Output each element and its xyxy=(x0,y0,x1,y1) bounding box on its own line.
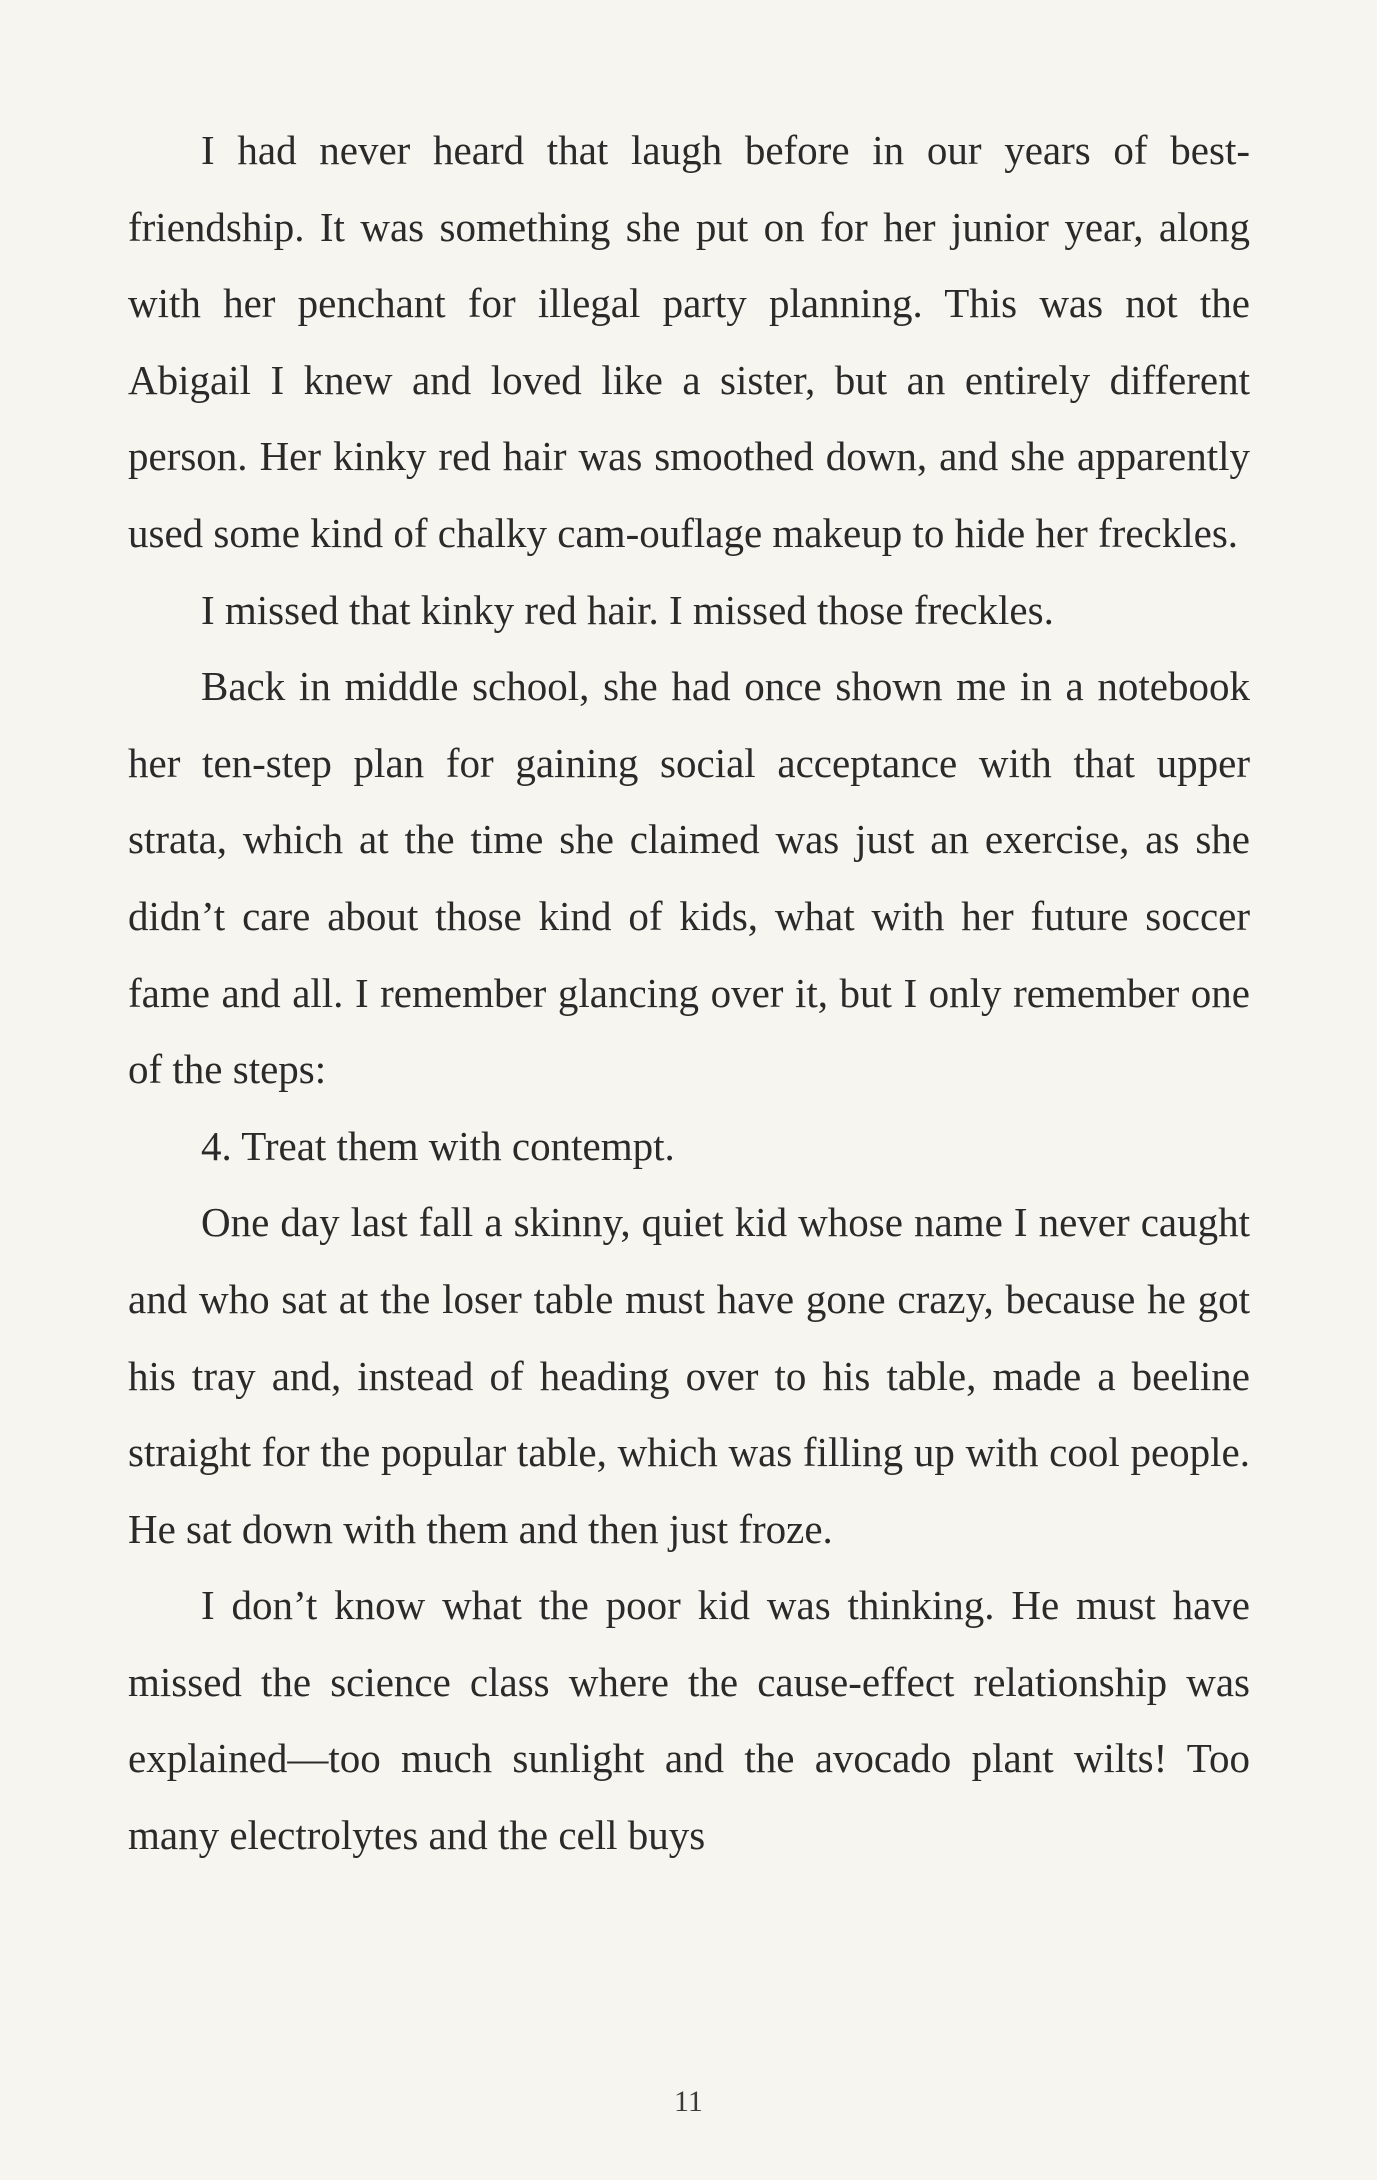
body-text xyxy=(128,112,1250,1874)
paragraph: I had never heard that laugh before in our years of best-friendship. It was something she put on for her junior year, along with her penchant for illegal party planning. This was not the Abigail I knew and loved like a sister, but an entirely different person. Her kinky red hair was smoothed down, and she apparently used some kind of chalky cam-ouflage makeup to hide her freckles. xyxy=(128,127,1250,556)
paragraph: 4. Treat them with contempt. xyxy=(201,1122,675,1169)
paragraph: One day last fall a skinny, quiet kid whose name I never caught and who sat at the loser table must have gone crazy, because he got his tray and, instead of heading over to his table, made a beeline straight for the popular table, which was filling up with cool people. He sat down with them and then just froze. xyxy=(128,1199,1250,1552)
paragraph: I missed that kinky red hair. I missed those freckles. xyxy=(201,586,1054,633)
paragraph: I don’t know what the poor kid was thinking. He must have missed the science class where the cause-effect relationship was explained—too much sunlight and the avocado plant wilts! Too many electrolytes and the cell buys xyxy=(128,1582,1250,1859)
paragraph: Back in middle school, she had once shown me in a notebook her ten-step plan for gaining social acceptance with that upper strata, which at the time she claimed was just an exercise, as she didn’t care about those kind of kids, what with her future soccer fame and all. I remember glancing over it, but I only remember one of the steps: xyxy=(128,663,1250,1093)
page-number: 11 xyxy=(674,2085,703,2118)
